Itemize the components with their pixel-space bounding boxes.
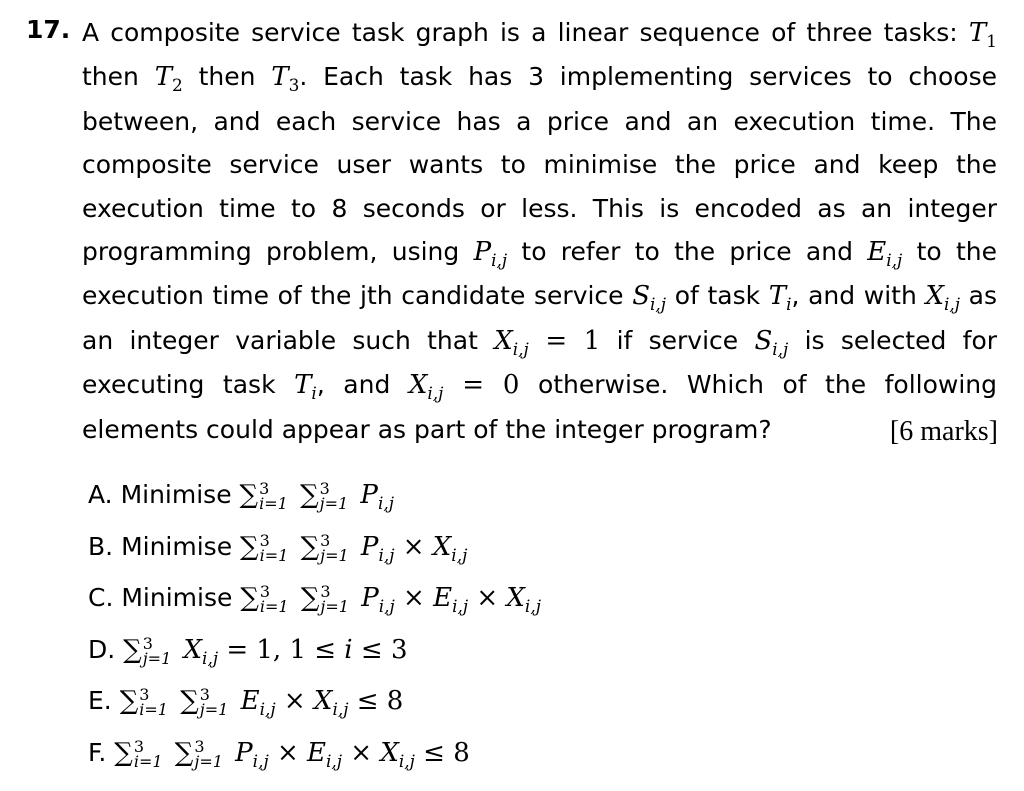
options-list: [88, 474, 541, 783]
question-number: 17.: [26, 15, 71, 44]
option-letter: E.: [88, 686, 112, 715]
option-letter: A.: [88, 480, 113, 509]
question-text: A composite service task graph is a linear sequence of three tasks: $T_1$ then $T_2$ then $T_3$. Each task has 3 implementing services to choose between, and each service has a price and an execution time. The composite service user wants to minimise the price and keep the execution time to 8 seconds or less. This is encoded as an integer programming problem, using $P_{i,j}$ to refer to the price and $E_{i,j}$ to the execution time of the jth candidate service $S_{i,j}$ of task $T_i$, and with $X_{i,j}$ as an integer variable such that $X_{i,j} = 1$ if service $S_{i,j}$ is selected for executing task $T_i$, and $X_{i,j} = 0$ otherwise. Which of the following elements could appear as part of the integer program?: [82, 18, 998, 444]
option-letter: B.: [88, 531, 114, 561]
option-d: D. ∑ 3 j=1 $X_{i,j} = 1$, 1 ≤ i ≤ 3: [88, 633, 408, 668]
marks-label: [6 marks]: [889, 416, 998, 447]
option-letter: F.: [88, 737, 107, 767]
option-prefix: Minimise: [121, 583, 233, 612]
option-f: F. ∑ 3 i=1 ∑ 3 j=1 $P_{i,j} \times E_{i,j} \times X_{i,j} \le 8$: [88, 736, 470, 771]
option-e: E. ∑ 3 i=1 ∑ 3 j=1 $E_{i,j} \times X_{i,j} \le 8$: [88, 685, 404, 720]
option-a: A. Minimise ∑ 3 i=1 ∑ 3 j=1 $P_{i,j}$: [88, 479, 394, 514]
option-prefix: Minimise: [121, 531, 233, 561]
option-prefix: Minimise: [120, 480, 232, 509]
option-b: B. Minimise ∑ 3 i=1 ∑ 3 j=1 $P_{i,j} \times X_{i,j}$: [88, 530, 468, 565]
option-letter: C.: [88, 583, 114, 612]
option-c: C. Minimise ∑ 3 i=1 ∑ 3 j=1 $P_{i,j} \times E_{i,j} \times X_{i,j}$: [88, 582, 541, 617]
option-letter: D.: [88, 634, 116, 664]
